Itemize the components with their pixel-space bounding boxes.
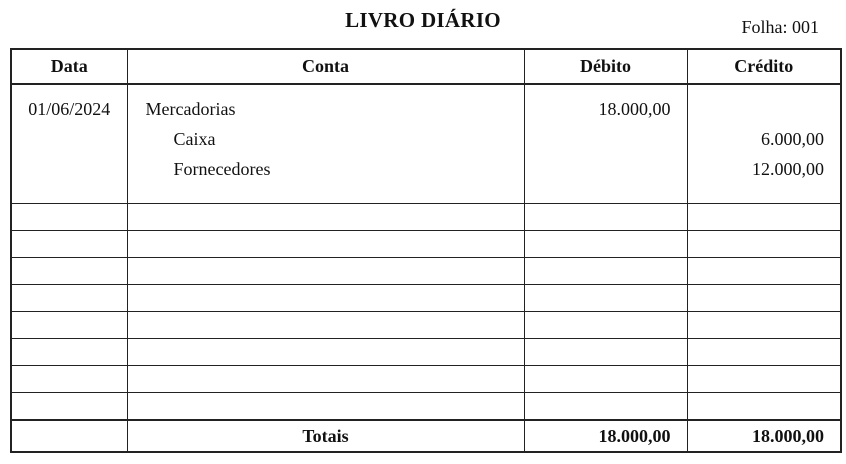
empty-row xyxy=(11,285,841,312)
debit-value xyxy=(525,154,687,184)
page-title: LIVRO DIÁRIO xyxy=(345,8,501,32)
column-header-debito: Débito xyxy=(524,49,687,84)
credit-value: 12.000,00 xyxy=(752,159,824,179)
entry-debit-cell xyxy=(524,84,687,204)
column-header-conta: Conta xyxy=(127,49,524,84)
debit-value xyxy=(525,124,687,154)
empty-row xyxy=(11,231,841,258)
table-row xyxy=(11,84,841,204)
entry-accounts-cell xyxy=(127,84,524,204)
empty-row xyxy=(11,393,841,421)
credit-value: 6.000,00 xyxy=(761,129,824,149)
totals-spacer xyxy=(11,420,127,452)
folha-number: Folha: 001 xyxy=(741,17,819,37)
account-credit-caixa: Caixa xyxy=(173,129,216,149)
column-header-credito: Crédito xyxy=(687,49,841,84)
debit-value: 18.000,00 xyxy=(598,99,671,119)
journal-table xyxy=(10,48,842,453)
account-debit-mercadorias: Mercadorias xyxy=(145,99,236,119)
entry-date: 01/06/2024 xyxy=(28,99,111,119)
total-credit: 18.000,00 xyxy=(687,420,841,452)
column-header-data: Data xyxy=(11,49,127,84)
empty-row xyxy=(11,339,841,366)
empty-row xyxy=(11,258,841,285)
empty-row xyxy=(11,312,841,339)
account-credit-fornecedores: Fornecedores xyxy=(173,159,271,179)
entry-credit-cell xyxy=(687,84,841,204)
empty-row xyxy=(11,366,841,393)
entry-date-cell xyxy=(11,84,127,204)
empty-row xyxy=(11,204,841,231)
credit-value xyxy=(688,94,841,124)
total-debit: 18.000,00 xyxy=(524,420,687,452)
totals-row xyxy=(11,420,841,452)
totals-label: Totais xyxy=(127,420,524,452)
header-row xyxy=(11,49,841,84)
